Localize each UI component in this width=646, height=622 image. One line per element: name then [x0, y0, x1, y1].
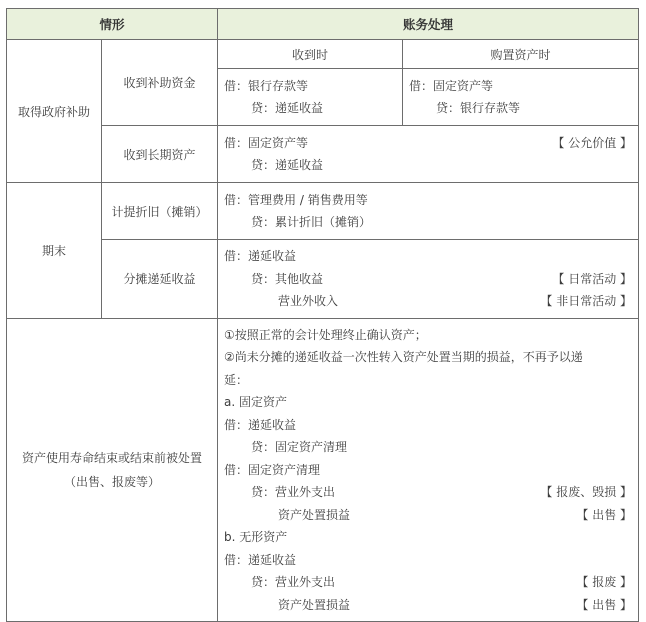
journal-line: 贷：累计折旧（摊销） [251, 215, 372, 229]
disposal-label-line1: 资产使用寿命结束或结束前被处置 [22, 450, 203, 465]
table-row [7, 318, 639, 622]
table-row [7, 126, 639, 183]
journal-tag: 【 日常活动 】 [552, 271, 633, 286]
journal-line: 借：银行存款等 [224, 78, 309, 93]
journal-line: 贷：递延收益 [251, 101, 324, 115]
journal-line [224, 132, 632, 155]
journal-tag: 【 出售 】 [576, 597, 633, 612]
header-accounting: 账务处理 [218, 9, 639, 40]
accounting-table-container [6, 8, 638, 622]
header-situation: 情形 [7, 9, 218, 40]
funds-received-entry [218, 69, 403, 126]
journal-line: 贷：固定资产清理 [251, 440, 348, 454]
journal-tag: 【 报废、毁损 】 [540, 485, 633, 499]
journal-text: 贷：其他收益 [251, 271, 324, 286]
funds-purchase-entry [403, 69, 639, 126]
table-row [7, 240, 639, 319]
journal-text: 贷：营业外支出 [251, 575, 336, 589]
disposal-entry [218, 318, 639, 622]
period-end-label: 期末 [7, 183, 102, 319]
table-header-row [7, 9, 639, 40]
journal-line: 贷：递延收益 [251, 158, 324, 172]
long-assets-entry [218, 126, 639, 183]
gov-subsidy-label: 取得政府补助 [7, 40, 102, 183]
amortize-entry [218, 240, 639, 319]
depreciation-entry [218, 183, 639, 240]
section-title: a. 固定资产 [224, 395, 287, 409]
journal-tag: 【 非日常活动 】 [540, 294, 633, 308]
journal-line [224, 594, 632, 617]
journal-line [224, 571, 632, 594]
journal-line [224, 481, 632, 504]
note-line: ②尚未分摊的递延收益一次性转入资产处置当期的损益，不再予以递 [224, 350, 583, 364]
subheader-purchase: 购置资产时 [403, 40, 639, 69]
journal-tag: 【 公允价值 】 [552, 135, 633, 150]
journal-line [224, 268, 632, 291]
journal-text: 营业外收入 [278, 294, 339, 308]
disposal-label-line2: （出售、报废等） [64, 474, 161, 489]
subheader-received: 收到时 [218, 40, 403, 69]
note-line: 延： [224, 372, 249, 387]
journal-line: 借：固定资产等 [409, 78, 494, 93]
disposal-label [7, 318, 218, 622]
accounting-table [6, 8, 639, 622]
depreciation-label: 计提折旧（摊销） [102, 183, 218, 240]
note-line: ①按照正常的会计处理终止确认资产； [224, 327, 427, 342]
section-title: b. 无形资产 [224, 530, 288, 544]
journal-tag: 【 报废 】 [576, 575, 633, 589]
journal-line [224, 504, 632, 527]
journal-tag: 【 出售 】 [576, 507, 633, 522]
journal-text: 借：固定资产等 [224, 135, 309, 150]
journal-text: 贷：营业外支出 [251, 485, 336, 499]
journal-line: 贷：银行存款等 [436, 101, 521, 115]
funds-label: 收到补助资金 [102, 40, 218, 126]
journal-line: 借：管理费用 / 销售费用等 [224, 192, 368, 207]
journal-line: 借：递延收益 [224, 249, 297, 263]
amortize-label: 分摊递延收益 [102, 240, 218, 319]
journal-text: 资产处置损益 [278, 507, 351, 522]
journal-text: 资产处置损益 [278, 597, 351, 612]
journal-line: 借：递延收益 [224, 417, 297, 432]
journal-line: 借：递延收益 [224, 552, 297, 567]
journal-line [224, 290, 632, 313]
table-row [7, 40, 639, 69]
table-row [7, 183, 639, 240]
long-assets-label: 收到长期资产 [102, 126, 218, 183]
journal-line: 借：固定资产清理 [224, 462, 321, 477]
